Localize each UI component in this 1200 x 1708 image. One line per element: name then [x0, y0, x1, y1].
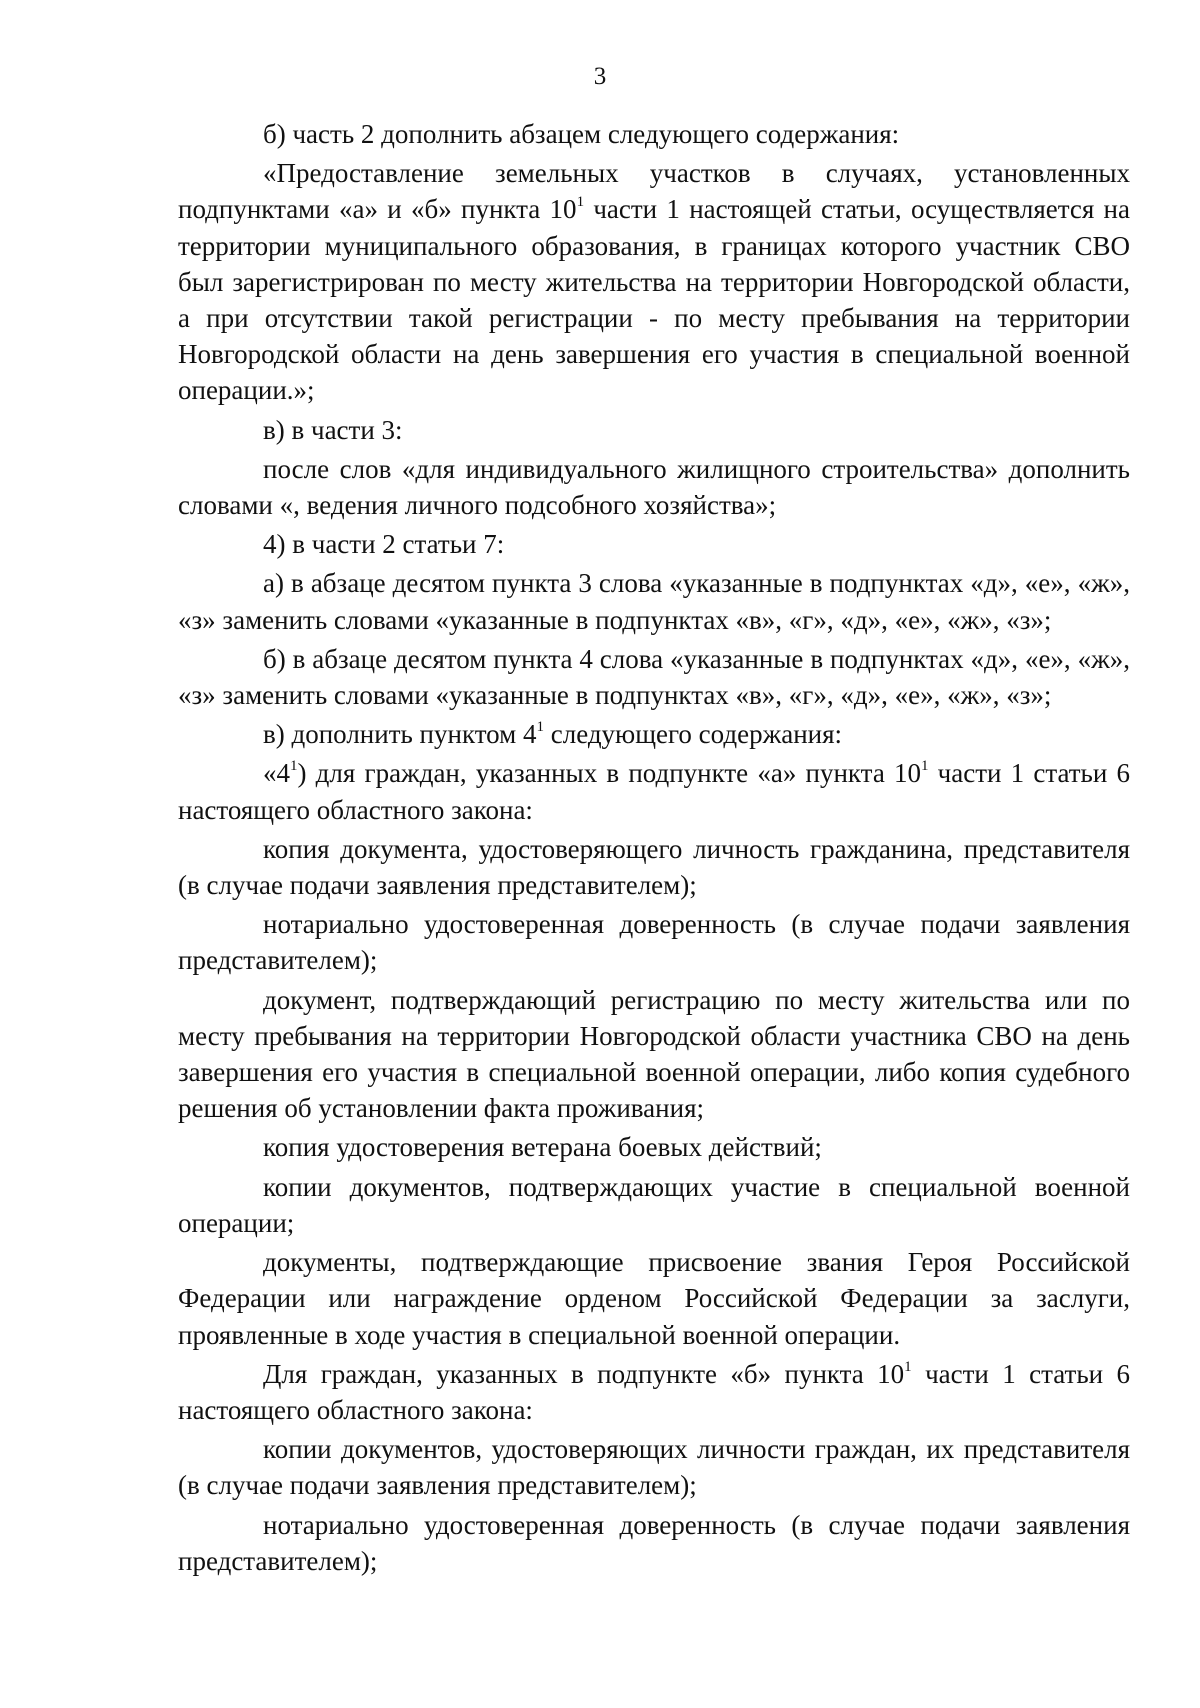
- list-item-veteran-certificate: копия удостоверения ветерана боевых действий;: [263, 1132, 822, 1163]
- paragraph-land-provision-quote: «Предоставление земельных участков в случаях, установленных подпунктами «а» и «б» пункта $10^1$ части 1 настоящей статьи, осуществляется на территории муниципального образования, в границах которого участник СВО был зарегистрирован по месту жительства на территории Новгородской области, а при отсутствии такой регистрации - по месту пребывания на территории Новгородской области на день завершения его участия в специальной военной операции.»;: [178, 158, 1130, 406]
- list-item-registration-document: документ, подтверждающий регистрацию по месту жительства или по месту пребывания на территории Новгородской области участника СВО на день завершения его участия в специальной военной операции, либо копия судебного решения об установлении факта проживания;: [178, 984, 1130, 1124]
- list-item-identity-copy: копия документа, удостоверяющего личность гражданина, представителя (в случае подачи заявления представителем);: [178, 833, 1130, 901]
- list-item-identity-copies: копии документов, удостоверяющих личности граждан, их представителя (в случае подачи заявления представителем);: [178, 1434, 1130, 1501]
- list-item-power-of-attorney: нотариально удостоверенная доверенность (в случае подачи заявления представителем);: [178, 909, 1130, 976]
- paragraph-article7: 4) в части 2 статьи 7:: [263, 529, 505, 560]
- list-item-participation-documents: копии документов, подтверждающих участие в специальной военной операции;: [178, 1171, 1130, 1238]
- paragraph-item-a: а) в абзаце десятом пункта 3 слова «указанные в подпунктах «д», «е», «ж», «з» заменить словами «указанные в подпунктах «в», «г», «д», «е», «ж», «з»;: [178, 568, 1130, 635]
- paragraph-part2-amendment: б) часть 2 дополнить абзацем следующего содержания:: [263, 119, 900, 149]
- page-number: 3: [593, 63, 607, 90]
- paragraph-item-b: б) в абзаце десятом пункта 4 слова «указанные в подпунктах «д», «е», «ж», «з» заменить словами «указанные в подпунктах «в», «г», «д», «е», «ж», «з»;: [178, 643, 1130, 711]
- paragraph-point-4-1: «$4^1$) для граждан, указанных в подпункте «а» пункта $10^1$ части 1 статьи 6 настоящего областного закона:: [178, 758, 1130, 825]
- paragraph-after-words: после слов «для индивидуального жилищного строительства» дополнить словами «, ведения личного подсобного хозяйства»;: [178, 453, 1130, 521]
- paragraph-item-v: в) дополнить пунктом $4^1$ следующего содержания:: [263, 719, 843, 750]
- list-item-power-of-attorney-2: нотариально удостоверенная доверенность (в случае подачи заявления представителем);: [178, 1509, 1130, 1576]
- list-item-hero-award-documents: документы, подтверждающие присвоение звания Героя Российской Федерации или награждение орденом Российской Федерации за заслуги, проявленные в ходе участия в специальной военной операции.: [178, 1247, 1130, 1350]
- paragraph-part3: в) в части 3:: [263, 414, 403, 445]
- paragraph-citizens-subitem-b: Для граждан, указанных в подпункте «б» пункта $10^1$ части 1 статьи 6 настоящего областного закона:: [178, 1358, 1130, 1425]
- document-body: [178, 116, 1130, 1582]
